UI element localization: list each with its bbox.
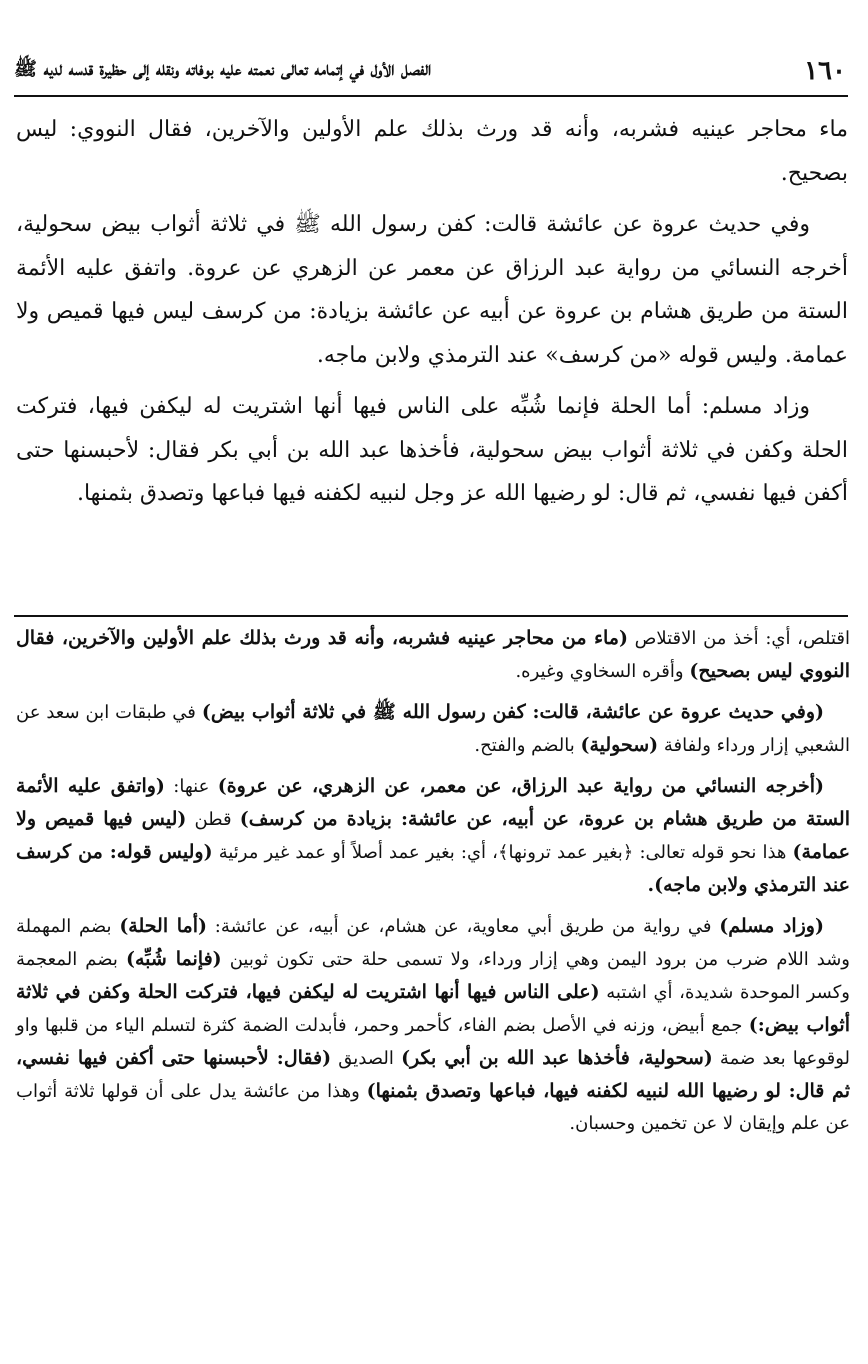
commentary-text: الصديق: [338, 1048, 394, 1069]
quoted-text: (فإنما شُبِّه): [125, 948, 222, 970]
quoted-text: (ليس فيها قميص ولا عمامة): [16, 808, 851, 863]
commentary-paragraph: [16, 910, 850, 1140]
commentary-text: هذا نحو قوله تعالى: ﴿بغير عمد ترونها﴾، أي: بغير عمد أصلاً أو عمد غير مرئية: [218, 842, 787, 863]
commentary-text: في رواية من طريق أبي معاوية، عن هشام، عن أبيه، عن عائشة:: [214, 916, 712, 937]
commentary-text: بضم المهملة وشد اللام ضرب من برود اليمن وهي إزار ورداء، ولا تسمى حلة حتى تكون ثوبين: [16, 916, 850, 970]
commentary-text: وأقره السخاوي وغيره.: [515, 661, 684, 682]
commentary-text: بالضم والفتح.: [474, 735, 575, 756]
main-paragraph: ماء محاجر عينيه فشربه، وأنه قد ورث بذلك علم الأولين والآخرين، فقال النووي: ليس بصحيح.: [16, 117, 848, 186]
commentary-text: عنها:: [173, 776, 210, 797]
main-paragraph: وفي حديث عروة عن عائشة قالت: كفن رسول الله ﷺ في ثلاثة أثواب بيض سحولية، أخرجه النسائي من رواية عبد الرزاق عن معمر عن الزهري عن عروة. واتفق عليه الأئمة الستة من طريق هشام بن عروة عن أبيه عن عائشة بزيادة: من كرسف ليس فيها قميص ولا عمامة. وليس قوله «من كرسف» عند الترمذي ولابن ماجه.: [16, 212, 848, 368]
quoted-text: (ماء من محاجر عينيه فشربه، وأنه قد ورث بذلك علم الأولين والآخرين، فقال النووي ليس بصحيح): [16, 627, 850, 682]
commentary-text: وهذا من عائشة يدل على أن قولها ثلاثة أثواب عن علم وإيقان لا عن تخمين وحسبان.: [16, 1081, 850, 1134]
quoted-text: (وليس قوله: من كرسف عند الترمذي ولابن ماجه).: [16, 841, 850, 896]
commentary-text: بضم المعجمة وكسر الموحدة شديدة، أي اشتبه: [16, 949, 850, 1003]
page-number: ١٦٠: [804, 56, 846, 86]
commentary-paragraph: [16, 622, 850, 688]
running-header: [14, 52, 846, 90]
commentary-text: اقتلص، أي: أخذ من الاقتلاص: [634, 628, 850, 649]
commentary-paragraph: [16, 770, 850, 902]
chapter-title: الفصل الأول في إتمامه تعالى نعمته عليه بوفاته ونقله إلى حظيرة قدسه لديه ﷺ: [14, 58, 432, 80]
quoted-text: (وزاد مسلم): [719, 915, 824, 937]
main-paragraph: وزاد مسلم: أما الحلة فإنما شُبِّه على الناس فيها أنها اشتريت له ليكفن فيها، فتركت الحلة وكفن في ثلاثة أثواب بيض سحولية، فأخذها عبد الله بن أبي بكر فقال: لأحبسنها حتى أكفن فيها نفسي، ثم قال: لو رضيها الله عز وجل لنبيه لكفنه فيها فباعها وتصدق بثمنها.: [16, 394, 848, 506]
quoted-text: (أخرجه النسائي من رواية عبد الرزاق، عن معمر، عن الزهري، عن عروة): [217, 775, 824, 797]
commentary-paragraph: [16, 696, 850, 762]
commentary: [16, 622, 850, 1148]
commentary-text: جمع أبيض، وزنه في الأصل بضم الفاء، كأحمر وحمر، فأبدلت الضمة كثرة لتسلم الياء من قلبها واو لوقوعها بعد ضمة: [16, 1015, 850, 1069]
quoted-text: (أما الحلة): [119, 915, 207, 937]
quoted-text: (وفي حديث عروة عن عائشة، قالت: كفن رسول الله ﷺ في ثلاثة أثواب بيض): [201, 701, 824, 723]
quoted-text: (سحولية، فأخذها عبد الله بن أبي بكر): [401, 1047, 713, 1069]
commentary-text: في طبقات ابن سعد عن الشعبي إزار ورداء ولفافة: [16, 702, 850, 756]
footnote-divider: [14, 615, 848, 617]
quoted-text: (واتفق عليه الأئمة الستة من طريق هشام بن عروة، عن أبيه، عن عائشة: بزيادة من كرسف): [16, 775, 850, 830]
quoted-text: (سحولية): [580, 734, 659, 756]
quoted-text: (على الناس فيها أنها اشتريت له ليكفن فيها، فتركت الحلة وكفن في ثلاثة أثواب بيض:): [16, 981, 850, 1036]
header-divider: [14, 95, 848, 97]
main-text: [16, 108, 848, 524]
quoted-text: (فقال: لأحبسنها حتى أكفن فيها نفسي، ثم قال: لو رضيها الله لنبيه لكفنه فيها، فباعها وتصدق بثمنها): [16, 1047, 850, 1102]
commentary-text: قطن: [194, 809, 232, 830]
